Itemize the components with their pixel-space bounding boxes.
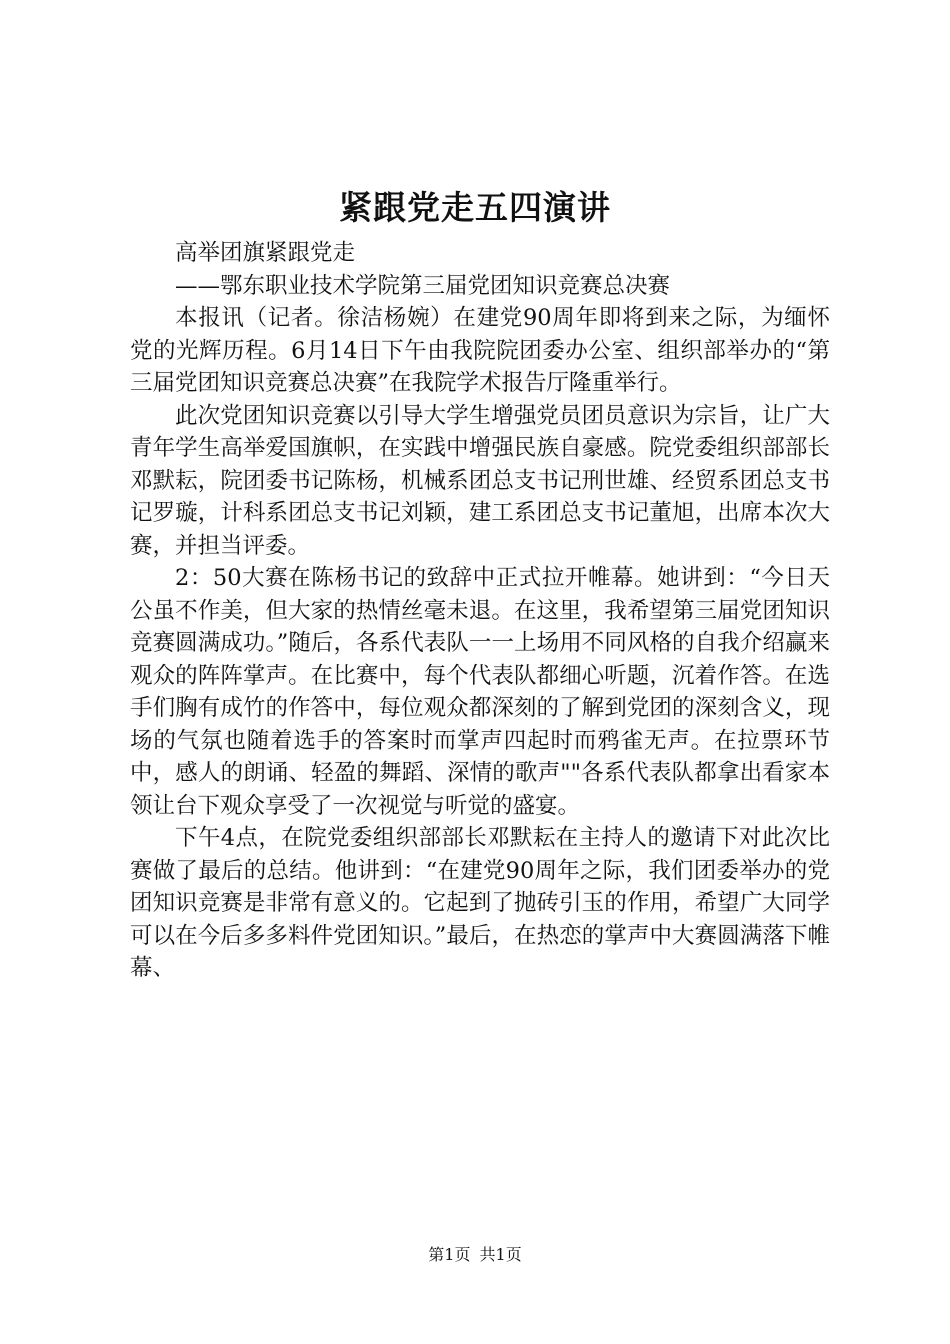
page-total: 共1页 (479, 1245, 522, 1264)
paragraph-competition: 2：50大赛在陈杨书记的致辞中正式拉开帷幕。她讲到：“今日天公虽不作美，但大家的热情丝毫未退。在这里，我希望第三届党团知识竞赛圆满成功。”随后，各系代表队一一上场用不同风格的自我介绍赢来观众的阵阵掌声。在比赛中，每个代表队都细心听题，沉着作答。在选手们胸有成竹的作答中，每位观众都深刻的了解到党团的深刻含义，现场的气氛也随着选手的答案时而掌声四起时而鸦雀无声。在拉票环节中，感人的朗诵、轻盈的舞蹈、深情的歌声""各系代表队都拿出看家本领让台下观众享受了一次视觉与听觉的盛宴。 (130, 565, 830, 819)
page-footer (0, 1244, 950, 1266)
paragraph-purpose: 此次党团知识竞赛以引导大学生增强党员团员意识为宗旨，让广大青年学生高举爱国旗帜，在实践中增强民族自豪感。院党委组织部部长邓默耘，院团委书记陈杨，机械系团总支书记刑世雄、经贸系团总支书记罗璇，计科系团总支书记刘颖，建工系团总支书记董旭，出席本次大赛，并担当评委。 (130, 402, 830, 559)
subtitle-line: 高举团旗紧跟党走 (175, 240, 356, 266)
subtitle-event-line: ——鄂东职业技术学院第三届党团知识竞赛总决赛 (175, 272, 671, 299)
page-number: 第1页 (428, 1245, 471, 1264)
document-title: 紧跟党走五四演讲 (339, 188, 611, 227)
document-body (130, 237, 830, 985)
paragraph-closing: 下午4点，在院党委组织部部长邓默耘在主持人的邀请下对此次比赛做了最后的总结。他讲到：“在建党90周年之际，我们团委举办的党团知识竞赛是非常有意义的。它起到了抛砖引玉的作用，希望广大同学可以在今后多多料件党团知识。”最后，在热恋的掌声中大赛圆满落下帷幕、 (130, 825, 830, 981)
paragraph-intro: 本报讯（记者。徐洁杨婉）在建党90周年即将到来之际，为缅怀党的光辉历程。6月14日下午由我院院团委办公室、组织部举办的“第三届党团知识竞赛总决赛”在我院学术报告厅隆重举行。 (130, 305, 830, 396)
